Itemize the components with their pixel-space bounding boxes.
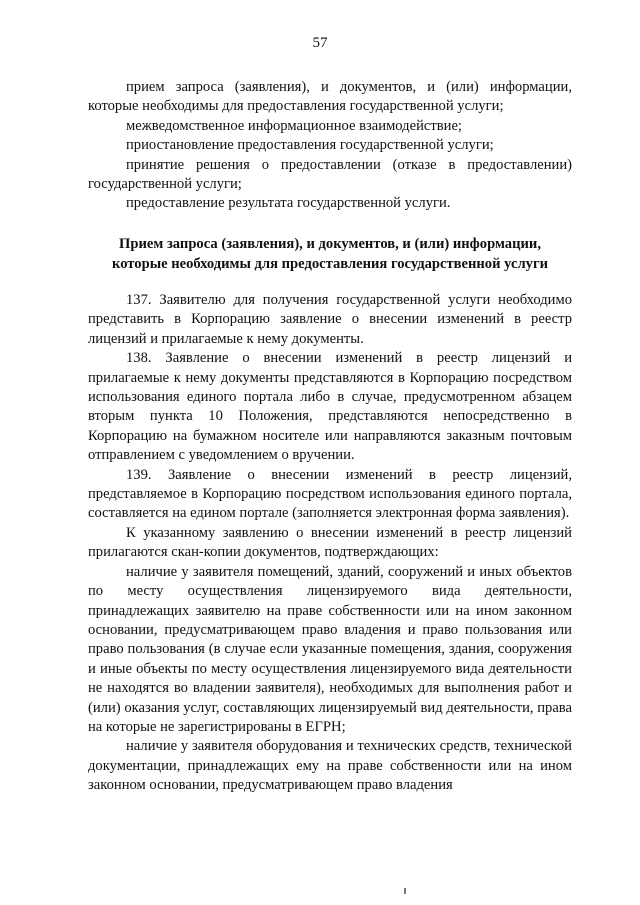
paragraph: К указанному заявлению о внесении изменений в реестр лицензий прилагаются скан-копии документов, подтверждающих: <box>88 524 572 561</box>
section-heading <box>88 234 572 274</box>
list-item: принятие решения о предоставлении (отказе в предоставлении) государственной услуги; <box>88 156 572 193</box>
list-item: прием запроса (заявления), и документов, и (или) информации, которые необходимы для предоставления государственной услуги; <box>88 79 572 115</box>
list-item: межведомственное информационное взаимодействие; <box>126 117 462 134</box>
paragraph-139: 139. Заявление о внесении изменений в реестр лицензий, представляемое в Корпорацию посредством использования единого портала, составляется на едином портале (заполняется электронная форма заявления). <box>88 466 572 522</box>
list-item: предоставление результата государственной услуги. <box>126 195 451 212</box>
list-item: приостановление предоставления государственной услуги; <box>126 137 494 154</box>
paragraph: наличие у заявителя оборудования и технических средств, технической документации, принадлежащих ему на праве собственности или на ином законном основании, предусматривающем право владения <box>88 738 572 794</box>
paragraph-138: 138. Заявление о внесении изменений в реестр лицензий и прилагаемые к нему документы представляются в Корпорацию посредством использования единого портала либо в случае, предусмотренном абзацем вторым пункта 10 Положения, представляются непосредственно в Корпорацию на бумажном носителе или направляются заказным почтовым отправлением с уведомлением о вручении. <box>88 350 572 464</box>
paragraph-137: 137. Заявителю для получения государственной услуги необходимо представить в Корпорацию заявление о внесении изменений в реестр лицензий и прилагаемые к нему документы. <box>88 292 572 347</box>
page-number: 57 <box>312 35 328 51</box>
paragraph: наличие у заявителя помещений, зданий, сооружений и иных объектов по месту осуществления лицензируемого вида деятельности, принадлежащих заявителю на праве собственности или на ином законном основании, предусматривающем право владения и право пользования или право пользования (в случае если указанные помещения, здания, сооружения и иные объекты по месту осуществления лицензируемого вида деятельности не находятся во владении заявителя), необходимых для выполнения работ и (или) оказания услуг, составляющих лицензируемый вид деятельности, права на которые не зарегистрированы в ЕГРН; <box>88 563 572 735</box>
section-heading-line: которые необходимы для предоставления государственной услуги <box>111 256 549 272</box>
section-heading-line: Прием запроса (заявления), и документов, и (или) информации, <box>119 236 541 252</box>
section-body <box>88 291 572 796</box>
intro-list <box>88 78 572 214</box>
scan-mark <box>404 888 406 894</box>
